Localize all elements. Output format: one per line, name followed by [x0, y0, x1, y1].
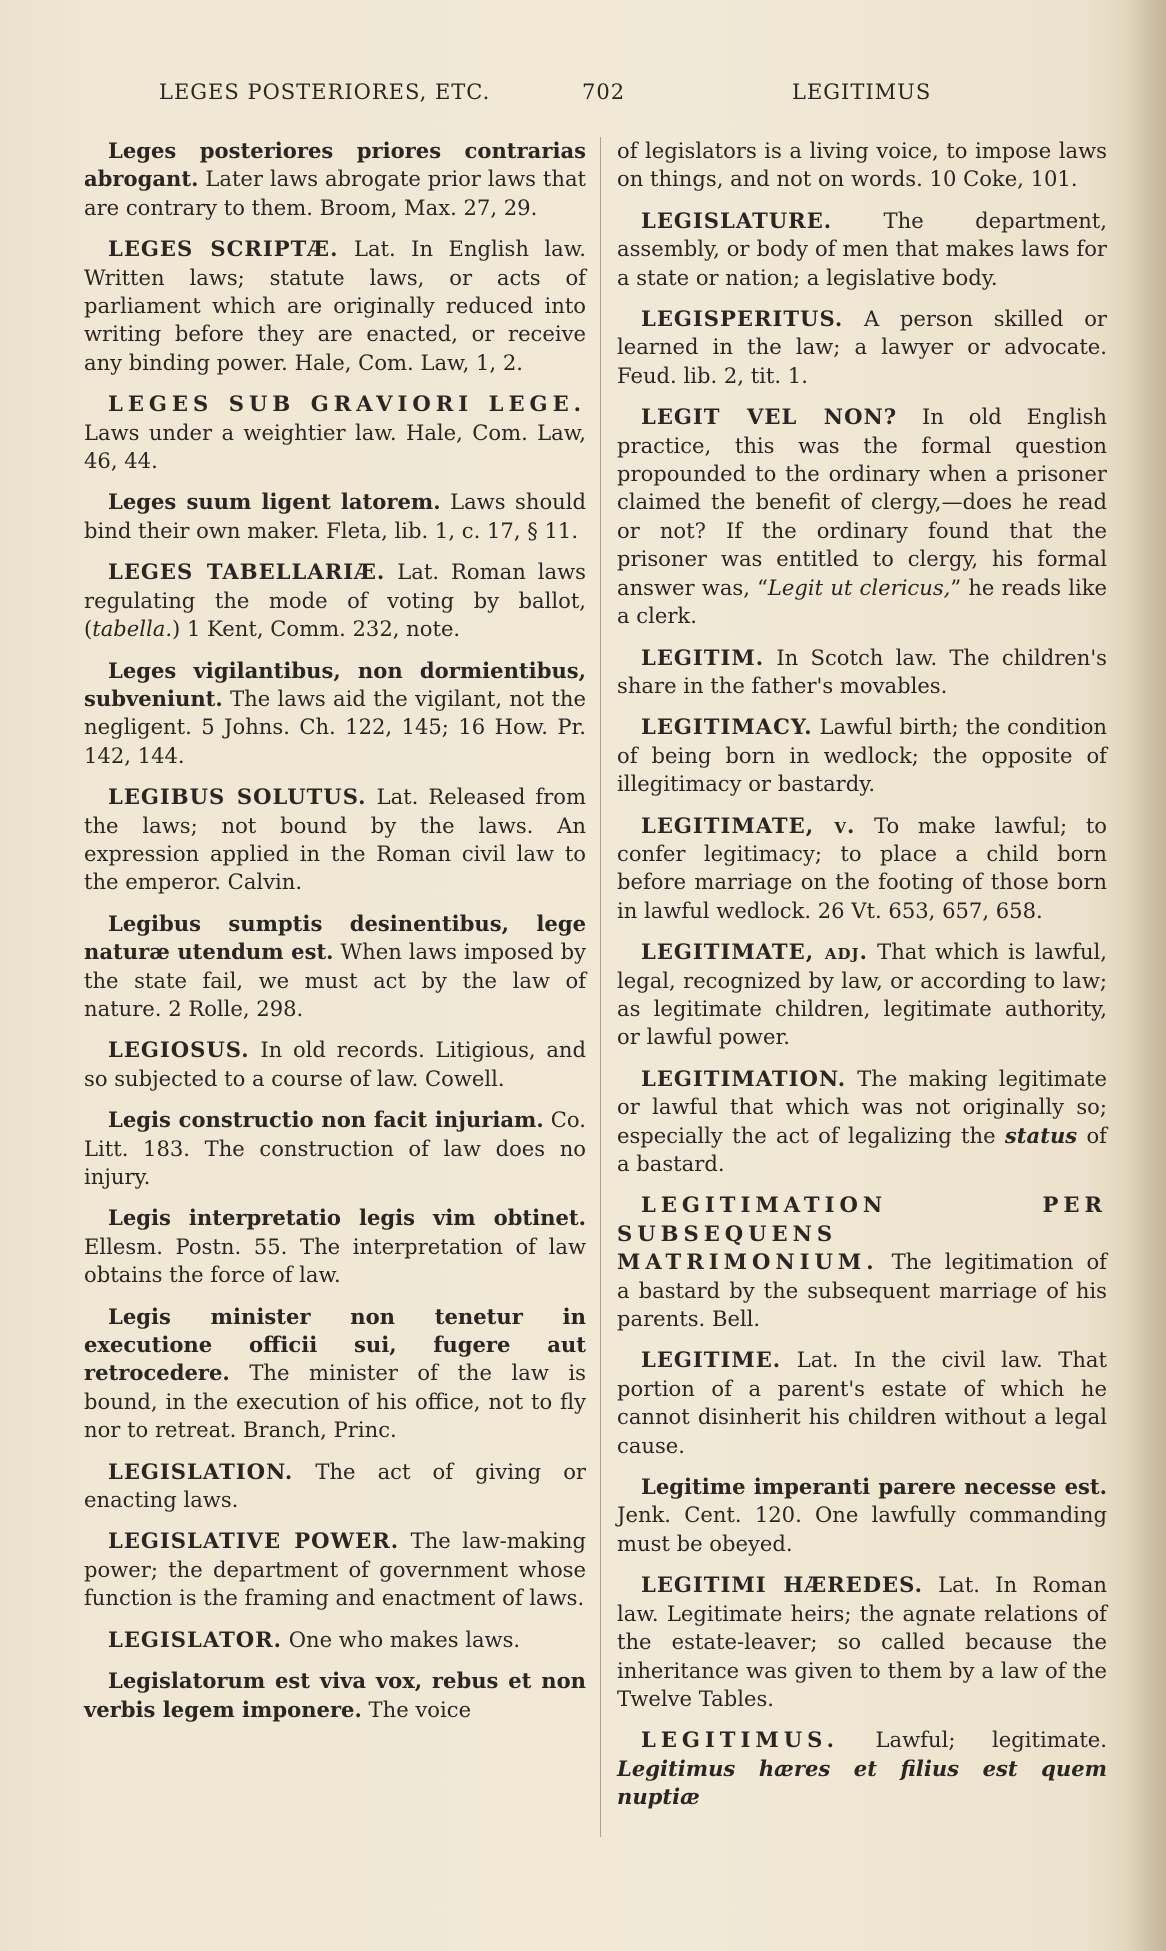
- entry-term: LEGES TABELLARIÆ.: [108, 559, 386, 585]
- entry-body: One who makes laws.: [288, 1626, 521, 1652]
- entry-body: In old records. Litigious, and so subjected to a course of law. Cowell.: [84, 1037, 586, 1091]
- entry-legitim: [617, 644, 1107, 701]
- entry-legitimate-adj: [617, 938, 1107, 1052]
- entry-legit-vel-non: [617, 403, 1107, 630]
- entry-body: The legitimation of a bastard by the subsequent marriage of his parents. Bell.: [617, 1249, 1107, 1332]
- entry-legitimate-verb: [617, 812, 1107, 926]
- entry-body: Lat. In English law. Written laws; statute laws, or acts of parliament which are originally reduced into writing before they are enacted, or receive any binding power. Hale, Com. Law, 1, 2.: [84, 236, 586, 375]
- entry-term: LEGITIMI HÆREDES.: [641, 1572, 923, 1598]
- entry-term: LEGIT VEL NON?: [641, 404, 898, 430]
- maxim-head: Leges posteriores priores contrarias abrogant.: [84, 138, 586, 192]
- entry-continuation: [617, 137, 1107, 194]
- entry-legitimi-haeredes: [617, 1571, 1107, 1713]
- entry-body: Lat. In the civil law. That portion of a parent's estate of which he cannot disinherit his children without a legal cause.: [617, 1347, 1107, 1458]
- page-number: 702: [582, 80, 626, 104]
- entry-body: That which is lawful, legal, recognized by law, or according to law; as legitimate children, legitimate authority, or lawful power.: [617, 939, 1107, 1050]
- entry-body: In Scotch law. The children's share in the father's movables.: [617, 644, 1107, 698]
- entry-term: LEGITIMATE, adj.: [641, 939, 868, 965]
- entry-leges-posteriores: [84, 137, 586, 222]
- maxim-head: Legis interpretatio legis vim obtinet.: [108, 1205, 586, 1231]
- maxim-head: Leges suum ligent latorem.: [108, 489, 441, 515]
- entry-leges-vigilantibus: [84, 657, 586, 771]
- entry-italic: Legitimus hæres et filius est quem nuptiæ: [617, 1755, 1107, 1810]
- entry-body: To make lawful; to confer legitimacy; to place a child born before marriage on the footing of those born in lawful wedlock. 26 Vt. 653, 657, 658.: [617, 812, 1107, 923]
- entry-leges-tabellariae: [84, 558, 586, 643]
- entry-term: LEGES SCRIPTÆ.: [108, 236, 339, 262]
- entry-leges-sub-graviori-lege: [84, 390, 586, 475]
- entry-term: LEGISLATION.: [108, 1458, 294, 1484]
- entry-body-tail: of a bastard.: [617, 1122, 1107, 1176]
- entry-term: LEGITIME.: [641, 1347, 782, 1373]
- entry-term: LEGISLATIVE POWER.: [108, 1528, 400, 1554]
- entry-legitimacy: [617, 713, 1107, 798]
- running-header: [0, 80, 1166, 110]
- entry-legislator: [84, 1626, 586, 1654]
- entry-body: The making legitimate or lawful that which was not originally so; especially the act of legalizing the: [617, 1065, 1107, 1148]
- entry-legiosus: [84, 1036, 586, 1093]
- entry-legitimation: [617, 1065, 1107, 1179]
- maxim-head: Legislatorum est viva vox, rebus et non verbis legem imponere.: [84, 1668, 586, 1722]
- entry-body: In old English practice, this was the formal question propounded to the ordinary when a prisoner claimed the benefit of clergy,—does he read or not? If the ordinary found that the prisoner was entitled to clergy, his formal answer was, “: [617, 404, 1107, 600]
- right-column: [617, 137, 1107, 1825]
- entry-body: Later laws abrogate prior laws that are contrary to them. Broom, Max. 27, 29.: [84, 166, 586, 220]
- entry-legis-constructio: [84, 1106, 586, 1191]
- entry-leges-suum-ligent: [84, 488, 586, 545]
- entry-term: LEGITIMATION PER SUBSEQUENS MATRIMONIUM.: [617, 1192, 1107, 1275]
- header-right-guide-word: LEGITIMUS: [792, 80, 932, 104]
- maxim-head: Leges vigilantibus, non dormientibus, subveniunt.: [84, 657, 586, 711]
- entry-body: The minister of the law is bound, in the execution of his office, not to fly nor to retreat. Branch, Princ.: [84, 1360, 586, 1443]
- entry-body: The law-making power; the department of government whose function is the framing and enactment of laws.: [84, 1528, 586, 1611]
- header-left-guide-word: LEGES POSTERIORES, ETC.: [159, 80, 491, 104]
- entry-body-tail: ” he reads like a clerk.: [617, 574, 1107, 629]
- entry-italic: tabella.: [92, 616, 173, 642]
- entry-body: Jenk. Cent. 120. One lawfully commanding must be obeyed.: [617, 1502, 1107, 1556]
- maxim-head: Legis constructio non facit injuriam.: [108, 1107, 544, 1133]
- entry-legis-minister: [84, 1303, 586, 1445]
- entry-body: The voice: [368, 1696, 472, 1722]
- entry-body: A person skilled or learned in the law; a lawyer or advocate. Feud. lib. 2, tit. 1.: [617, 306, 1107, 388]
- entry-term: LEGITIMATION.: [641, 1065, 847, 1091]
- entry-term: LEGITIMUS.: [641, 1727, 839, 1753]
- maxim-head: Legibus sumptis desinentibus, lege naturæ utendum est.: [84, 910, 586, 965]
- column-divider: [600, 137, 601, 1837]
- entry-term: LEGIBUS SOLUTUS.: [108, 784, 367, 810]
- entry-italic: status: [1004, 1122, 1078, 1148]
- entry-body: Lawful; legitimate.: [875, 1727, 1107, 1753]
- entry-term: LEGES SUB GRAVIORI LEGE.: [108, 391, 586, 417]
- entry-body: When laws imposed by the state fail, we must act by the law of nature. 2 Rolle, 298.: [84, 939, 586, 1021]
- entry-body: Co. Litt. 183. The construction of law does no injury.: [84, 1107, 586, 1189]
- entry-legibus-sumptis: [84, 910, 586, 1024]
- entry-legislation: [84, 1458, 586, 1515]
- entry-leges-scriptae: [84, 235, 586, 377]
- entry-legitime-imperanti: [617, 1473, 1107, 1558]
- entry-body: Lat. Released from the laws; not bound by the laws. An expression applied in the Roman civil law to the emperor. Calvin.: [84, 784, 586, 895]
- entry-term: LEGITIMACY.: [641, 714, 813, 740]
- entry-body: Lawful birth; the condition of being born in wedlock; the opposite of illegitimacy or bastardy.: [617, 714, 1107, 797]
- entry-legitimation-per-subsequens: [617, 1191, 1107, 1333]
- entry-body: Laws under a weightier law. Hale, Com. Law, 46, 44.: [84, 419, 586, 474]
- entry-term: LEGISLATOR.: [108, 1626, 283, 1652]
- entry-legitimus: [617, 1726, 1107, 1811]
- entry-legislature: [617, 207, 1107, 292]
- entry-italic: Legit ut clericus,: [767, 574, 951, 600]
- entry-legibus-solutus: [84, 783, 586, 897]
- entry-body-tail: ) 1 Kent, Comm. 232, note.: [172, 616, 461, 642]
- entry-term: LEGIOSUS.: [108, 1037, 250, 1063]
- entry-legislative-power: [84, 1527, 586, 1612]
- entry-term: LEGITIMATE, v.: [641, 812, 856, 838]
- maxim-head: Legis minister non tenetur in executione officii sui, fugere aut retrocedere.: [84, 1303, 586, 1386]
- entry-body: Ellesm. Postn. 55. The interpretation of law obtains the force of law.: [84, 1233, 586, 1288]
- entry-body: of legislators is a living voice, to impose laws on things, and not on words. 10 Coke, 101.: [617, 138, 1107, 192]
- entry-legislatorum: [84, 1667, 586, 1724]
- entry-body: The department, assembly, or body of men that makes laws for a state or nation; a legislative body.: [617, 207, 1107, 290]
- entry-term: LEGISPERITUS.: [641, 306, 844, 332]
- entry-legisperitus: [617, 305, 1107, 390]
- page-edge-shadow: [1126, 0, 1166, 1951]
- left-column: [84, 137, 586, 1737]
- entry-body: The laws aid the vigilant, not the negligent. 5 Johns. Ch. 122, 145; 16 How. Pr. 142, 144.: [84, 685, 586, 768]
- entry-legis-interpretatio: [84, 1204, 586, 1289]
- entry-body: Lat. Roman laws regulating the mode of voting by ballot, (: [84, 559, 586, 642]
- entry-body: The act of giving or enacting laws.: [84, 1458, 586, 1513]
- maxim-head: Legitime imperanti parere necesse est.: [641, 1474, 1107, 1500]
- entry-term: LEGITIM.: [641, 644, 765, 670]
- entry-body: Laws should bind their own maker. Fleta, lib. 1, c. 17, § 11.: [84, 489, 586, 543]
- entry-body: Lat. In Roman law. Legitimate heirs; the agnate relations of the estate-leaver; so called because the inheritance was given to them by a law of the Twelve Tables.: [617, 1572, 1107, 1711]
- entry-legitime: [617, 1346, 1107, 1460]
- entry-term: LEGISLATURE.: [641, 207, 833, 233]
